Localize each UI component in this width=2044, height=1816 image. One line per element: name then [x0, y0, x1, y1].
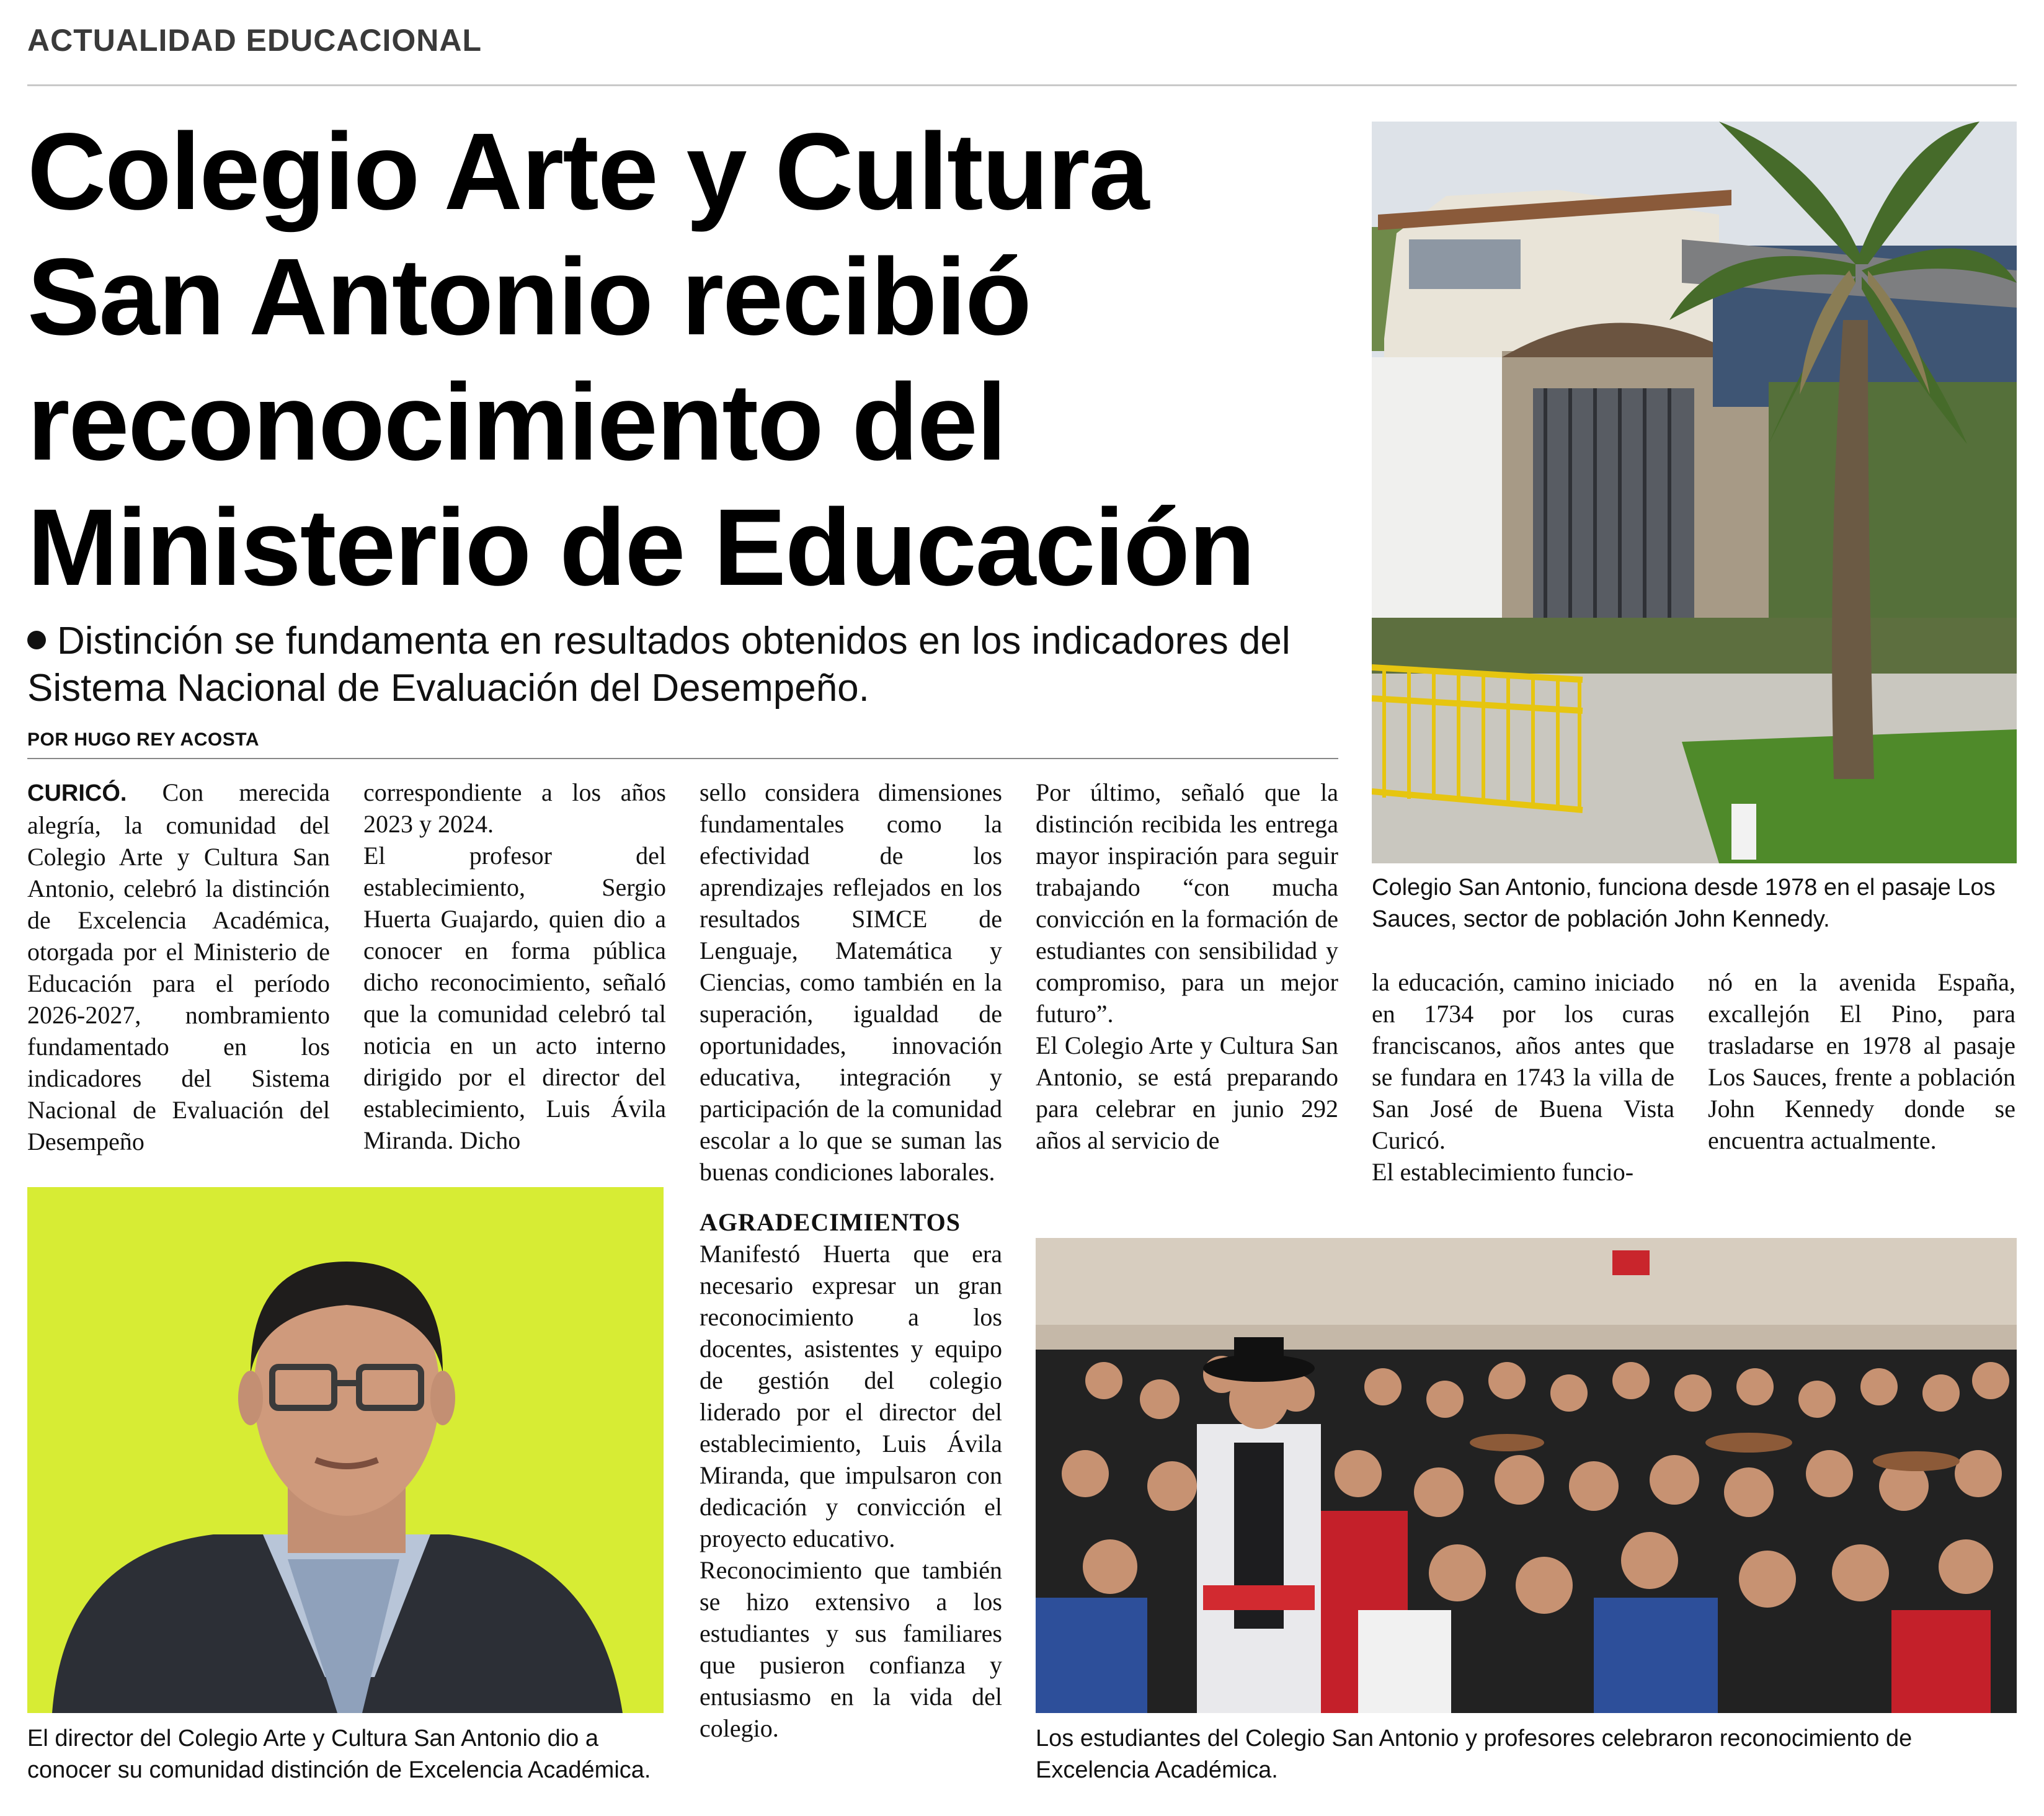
byline: POR HUGO REY ACOSTA: [27, 729, 259, 750]
article-column-3: [700, 777, 1002, 1744]
article-column-1: [27, 777, 330, 1157]
building-caption: Colegio San Antonio, funciona desde 1978 en el pasaje Los Sauces, sector de población John Kennedy.: [1372, 875, 1996, 932]
headline-line-2: San Antonio recibió: [27, 236, 1031, 358]
building-photo: [1372, 122, 2017, 863]
director-caption: El director del Colegio Arte y Cultura San Antonio dio a conocer su comunidad distinción de Excelencia Académica.: [27, 1725, 651, 1783]
article-column-4: [1036, 777, 1338, 1156]
col4-paragraph-1: Por último, señaló que la distinción recibida les entrega mayor inspiración para seguir trabajando “con mucha convicción en la formación de estudiantes con sensibilidad y compromiso, para un mejor futuro”.: [1036, 778, 1338, 1028]
col3-paragraph-2: Manifestó Huerta que era necesario expresar un gran reconocimiento a los docentes, asistentes y equipo de gestión del colegio liderado por el director del establecimiento, Luis Ávila Miranda, que impulsaron con dedicación y convicción el proyecto educativo.: [700, 1240, 1002, 1552]
section-label: ACTUALIDAD EDUCACIONAL: [27, 23, 482, 58]
byline-divider: [27, 758, 1338, 759]
col2-paragraph-1: correspondiente a los años 2023 y 2024.: [363, 778, 666, 838]
headline-line-3: reconocimiento del: [27, 362, 1006, 483]
bullet-icon: [27, 631, 46, 649]
col6-paragraph-1: nó en la avenida España, excallejón El Pino, para trasladarse en 1978 al pasaje Los Sauces, frente a población John Kennedy donde se encuentra actualmente.: [1708, 968, 2015, 1154]
col2-paragraph-2: El profesor del establecimiento, Sergio Huerta Guajardo, quien dio a conocer en forma pública dicho reconocimiento, señaló que la comunidad celebró tal noticia en un acto interno dirigido por el director del establecimiento, Luis Ávila Miranda. Dicho: [363, 842, 666, 1154]
col5-paragraph-2: El establecimiento funcio-: [1372, 1158, 1634, 1186]
headline-line-4: Ministerio de Educación: [27, 487, 1255, 608]
article-column-6: [1708, 966, 2015, 1156]
director-photo: [27, 1187, 664, 1713]
headline-line-1: Colegio Arte y Cultura: [27, 111, 1149, 233]
col3-paragraph-3: Reconocimiento que también se hizo extensivo a los estudiantes y sus familiares que pusieron confianza y entusiasmo en la vida del colegio.: [700, 1556, 1002, 1742]
subhead-text: Distinción se fundamenta en resultados obtenidos en los indicadores del Sistema Nacional de Evaluación del Desempeño.: [27, 620, 1291, 710]
article-column-5: [1372, 966, 1674, 1188]
subtitle-agradecimientos: AGRADECIMIENTOS: [700, 1208, 961, 1236]
students-caption: Los estudiantes del Colegio San Antonio y profesores celebraron reconocimiento de Excelencia Académica.: [1036, 1725, 1913, 1783]
col4-paragraph-2: El Colegio Arte y Cultura San Antonio, se está preparando para celebrar en junio 292 años al servicio de: [1036, 1031, 1338, 1154]
subhead: [27, 618, 1336, 712]
col1-text: Con merecida alegría, la comunidad del Colegio Arte y Cultura San Antonio, celebró la distinción de Excelencia Académica, otorgada por el Ministerio de Educación para el período 2026-2027, nombramiento fundamentado en los indicadores del Sistema Nacional de Evaluación del Desempeño: [27, 778, 330, 1155]
students-photo: [1036, 1238, 2017, 1713]
headline: [27, 109, 1354, 610]
dateline: CURICÓ.: [27, 780, 127, 806]
col5-paragraph-1: la educación, camino iniciado en 1734 por los curas franciscanos, años antes que se fundara en 1743 la villa de San José de Buena Vista Curicó.: [1372, 968, 1674, 1154]
col3-paragraph-1: sello considera dimensiones fundamentales como la efectividad de los aprendizajes reflejados en los resultados SIMCE de Lenguaje, Matemática y Ciencias, como también en la superación, igualdad de oportunidades, innovación educativa, integración y participación de la comunidad escolar a lo que se suman las buenas condiciones laborales.: [700, 778, 1002, 1186]
article-column-2: [363, 777, 666, 1156]
top-divider: [27, 84, 2017, 86]
